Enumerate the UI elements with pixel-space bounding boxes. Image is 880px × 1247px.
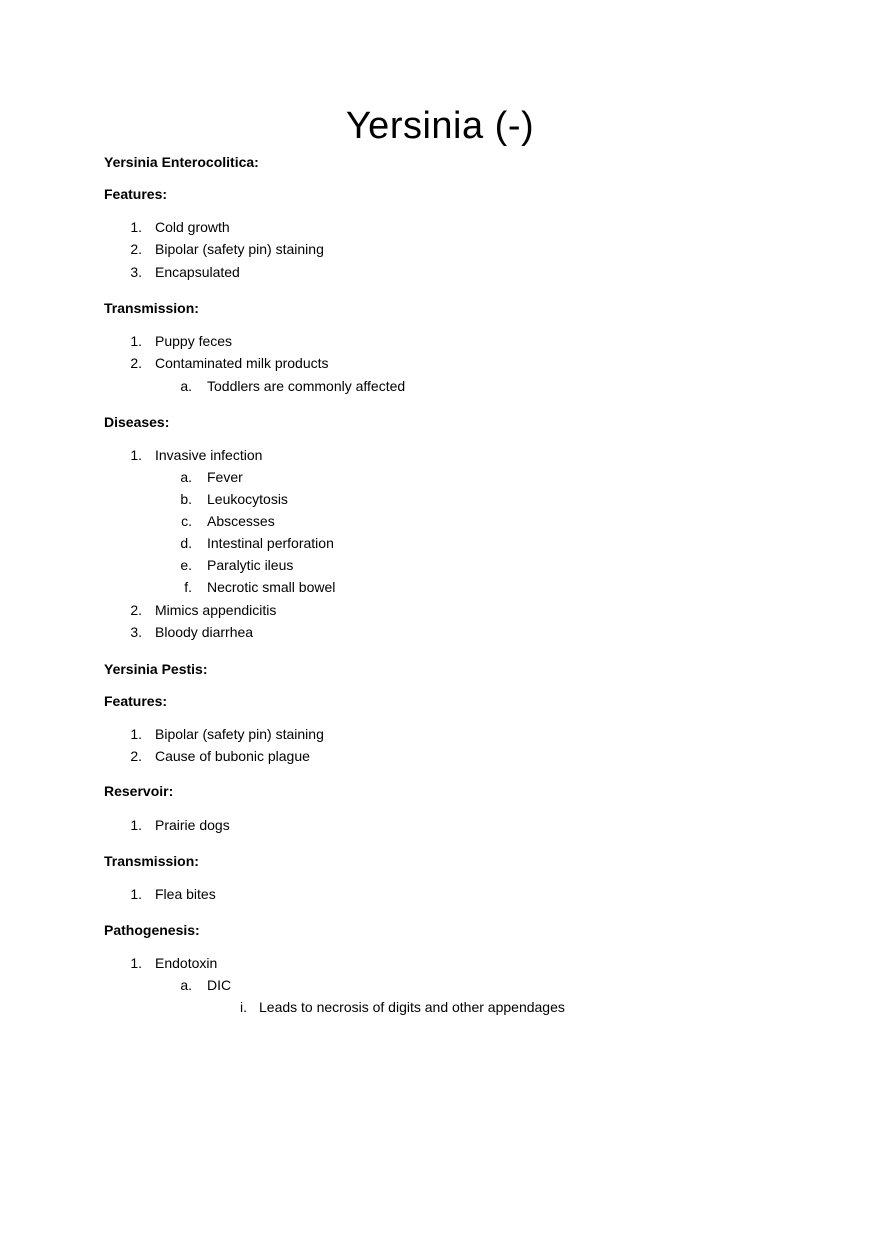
list-item: Endotoxin xyxy=(155,955,218,971)
list-marker: c. xyxy=(181,513,192,529)
subheading-transmission: Transmission: xyxy=(104,853,199,869)
list-item: Mimics appendicitis xyxy=(155,602,277,618)
section-heading-enterocolitica: Yersinia Enterocolitica: xyxy=(104,154,259,170)
list-subitem: Fever xyxy=(207,469,243,485)
subheading-pathogenesis: Pathogenesis: xyxy=(104,922,200,938)
list-marker: 1. xyxy=(130,955,142,971)
list-marker: 2. xyxy=(130,748,142,764)
list-item: Cold growth xyxy=(155,219,230,235)
list-subsubitem: Leads to necrosis of digits and other appendages xyxy=(259,999,565,1015)
list-marker: 3. xyxy=(130,624,142,640)
list-marker: d. xyxy=(180,535,192,551)
list-item: Prairie dogs xyxy=(155,817,230,833)
list-marker: 1. xyxy=(130,726,142,742)
list-item: Bipolar (safety pin) staining xyxy=(155,726,324,742)
list-item: Encapsulated xyxy=(155,264,240,280)
list-marker: 1. xyxy=(130,333,142,349)
list-marker: 1. xyxy=(130,817,142,833)
list-marker: f. xyxy=(184,579,192,595)
section-heading-pestis: Yersinia Pestis: xyxy=(104,661,208,677)
list-marker: 1. xyxy=(130,886,142,902)
list-marker: 1. xyxy=(130,447,142,463)
list-marker: 2. xyxy=(130,602,142,618)
list-marker: e. xyxy=(180,557,192,573)
list-subitem: Intestinal perforation xyxy=(207,535,334,551)
list-item: Cause of bubonic plague xyxy=(155,748,310,764)
list-item: Bipolar (safety pin) staining xyxy=(155,241,324,257)
subheading-features: Features: xyxy=(104,186,168,202)
list-item: Contaminated milk products xyxy=(155,355,329,371)
list-marker: 3. xyxy=(130,264,142,280)
subheading-features: Features: xyxy=(104,693,168,709)
subheading-transmission: Transmission: xyxy=(104,300,199,316)
list-subitem: Paralytic ileus xyxy=(207,557,294,573)
page-title: Yersinia (-) xyxy=(345,105,535,147)
list-marker: a. xyxy=(180,469,192,485)
list-subitem: Abscesses xyxy=(207,513,275,529)
list-marker: 1. xyxy=(130,219,142,235)
list-item: Bloody diarrhea xyxy=(155,624,254,640)
list-subitem: Necrotic small bowel xyxy=(207,579,336,595)
subheading-reservoir: Reservoir: xyxy=(104,783,174,799)
list-item: Invasive infection xyxy=(155,447,263,463)
list-item: Flea bites xyxy=(155,886,216,902)
list-marker: a. xyxy=(180,977,192,993)
list-item: Puppy feces xyxy=(155,333,233,349)
list-marker: a. xyxy=(180,378,192,394)
list-marker: b. xyxy=(180,491,192,507)
list-marker: 2. xyxy=(130,241,142,257)
list-subitem: Toddlers are commonly affected xyxy=(207,378,406,394)
list-subitem: Leukocytosis xyxy=(207,491,288,507)
list-marker: i. xyxy=(240,999,247,1015)
subheading-diseases: Diseases: xyxy=(104,414,170,430)
list-subitem: DIC xyxy=(207,977,232,993)
list-marker: 2. xyxy=(130,355,142,371)
